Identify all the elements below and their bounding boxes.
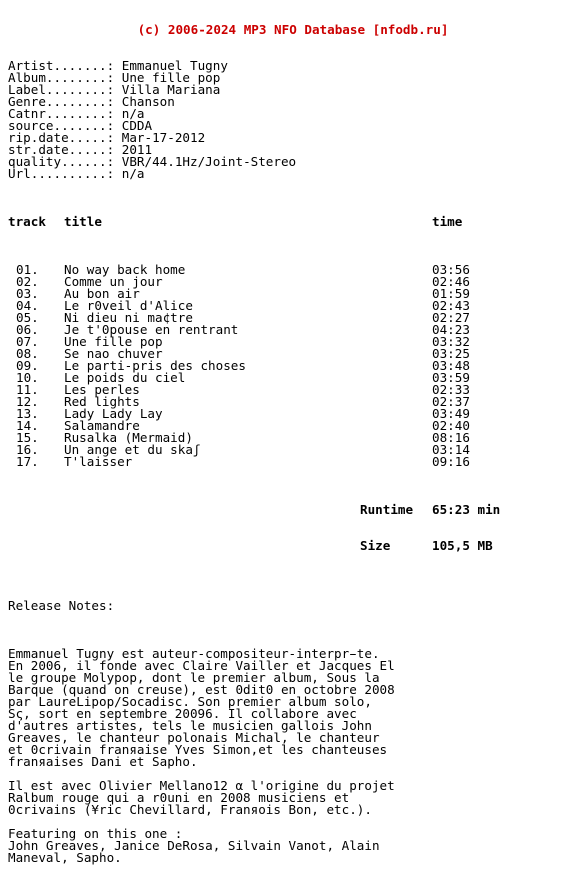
track-title: Au bon air: [64, 286, 140, 301]
info-field-value: Mar-17-2012: [121, 130, 206, 145]
track-number: 09.: [16, 358, 39, 373]
track-time: 02:27: [432, 310, 470, 325]
info-field-key: rip.date.....:: [8, 130, 115, 145]
info-field-value: CDDA: [121, 118, 153, 133]
track-title: Se nao chuver: [64, 346, 163, 361]
track-number: 16.: [16, 442, 39, 457]
track-time: 03:56: [432, 262, 470, 277]
tracklist: [8, 264, 578, 468]
track-title: Ni dieu ni ma¢tre: [64, 310, 193, 325]
info-field-key: Label........:: [8, 82, 115, 97]
size-label: Size: [360, 538, 391, 553]
release-notes-paragraph: Featuring on this one : John Greaves, Janice DeRosa, Silvain Vanot, Alain Maneval, Sapho.: [8, 826, 380, 865]
info-field-key: str.date.....:: [8, 142, 115, 157]
track-row: [8, 456, 578, 468]
track-number: 03.: [16, 286, 39, 301]
info-field-value: Une fille pop: [121, 70, 221, 85]
track-title: Une fille pop: [64, 334, 163, 349]
spacer: [8, 768, 578, 780]
runtime-label: Runtime: [360, 502, 414, 517]
track-time: 03:49: [432, 406, 470, 421]
track-time: 02:40: [432, 418, 470, 433]
info-field-key: quality......:: [8, 154, 115, 169]
runtime-value: 65:23 min: [432, 502, 501, 517]
track-number: 06.: [16, 322, 39, 337]
track-title: Salamandre: [64, 418, 140, 433]
track-title: Les perles: [64, 382, 140, 397]
track-title: Un ange et du skaʃ: [64, 442, 201, 457]
track-time: 09:16: [432, 454, 470, 469]
track-number: 17.: [16, 454, 39, 469]
track-time: 03:32: [432, 334, 470, 349]
track-time: 03:25: [432, 346, 470, 361]
info-field: [8, 168, 578, 180]
track-time: 02:46: [432, 274, 470, 289]
track-title: Rusalka (Mermaid): [64, 430, 193, 445]
track-number: 14.: [16, 418, 39, 433]
track-number: 05.: [16, 310, 39, 325]
track-title: Je t'0pouse en rentrant: [64, 322, 239, 337]
info-field-key: Genre........:: [8, 94, 115, 109]
track-title: Comme un jour: [64, 274, 163, 289]
track-time: 03:14: [432, 442, 470, 457]
info-field-value: Chanson: [121, 94, 175, 109]
track-number: 15.: [16, 430, 39, 445]
info-field-value: Villa Mariana: [121, 82, 221, 97]
spacer: [8, 816, 578, 828]
size-value: 105,5 MB: [432, 538, 493, 553]
track-title: Le parti-pris des choses: [64, 358, 246, 373]
info-field-value: 2011: [121, 142, 153, 157]
runtime-row: [8, 504, 578, 516]
tracklist-header: [8, 216, 578, 228]
track-time: 03:48: [432, 358, 470, 373]
track-title: No way back home: [64, 262, 186, 277]
track-time: 04:23: [432, 322, 470, 337]
track-number: 13.: [16, 406, 39, 421]
track-time: 02:43: [432, 298, 470, 313]
track-title: T'laisser: [64, 454, 133, 469]
time-column-header: time: [432, 214, 463, 229]
info-field-value: Emmanuel Tugny: [121, 58, 228, 73]
title-column-header: title: [64, 214, 102, 229]
track-time: 02:37: [432, 394, 470, 409]
track-time: 03:59: [432, 370, 470, 385]
track-number: 08.: [16, 346, 39, 361]
nfo-document: [8, 0, 578, 876]
track-number: 04.: [16, 298, 39, 313]
track-title: Le poids du ciel: [64, 370, 186, 385]
track-number: 12.: [16, 394, 39, 409]
info-field-key: Album........:: [8, 70, 115, 85]
info-field-value: n/a: [121, 106, 145, 121]
track-column-header: track: [8, 214, 46, 229]
info-field-value: VBR/44.1Hz/Joint-Stereo: [121, 154, 297, 169]
track-number: 11.: [16, 382, 39, 397]
track-title: Red lights: [64, 394, 140, 409]
track-time: 01:59: [432, 286, 470, 301]
track-number: 07.: [16, 334, 39, 349]
size-row: [8, 540, 578, 552]
info-field-value: n/a: [121, 166, 145, 181]
info-field-key: source.......:: [8, 118, 115, 133]
track-title: Le r0veil d'Alice: [64, 298, 193, 313]
release-notes-body: [8, 648, 578, 864]
track-number: 02.: [16, 274, 39, 289]
track-number: 01.: [16, 262, 39, 277]
nfodb-banner-link[interactable]: (c) 2006-2024 MP3 NFO Database [nfodb.ru]: [137, 22, 449, 37]
info-field-key: Url..........:: [8, 166, 115, 181]
info-field-key: Catnr........:: [8, 106, 115, 121]
release-notes-heading: Release Notes:: [8, 598, 115, 613]
release-notes-paragraph: Il est avec Olivier Mellano12 α l'origine du projet Ralbum rouge qui a r0uni en 2008 musiciens et 0crivains (¥ric Chevillard, Franяois Bon, etc.).: [8, 778, 395, 817]
track-title: Lady Lady Lay: [64, 406, 163, 421]
info-field-key: Artist.......:: [8, 58, 115, 73]
release-info-fields: [8, 60, 578, 180]
track-time: 02:33: [432, 382, 470, 397]
track-number: 10.: [16, 370, 39, 385]
track-time: 08:16: [432, 430, 470, 445]
release-notes-paragraph: Emmanuel Tugny est auteur-compositeur-interpr̵te. En 2006, il fonde avec Claire Vailler et Jacques El le groupe Molypop, dont le premier album, Sous la Barque (quand on creuse), est 0dit0 en octobre 2008 par LaureLipop/Socadisc. Son premier album solo, Sς, sort en septembre 20096. Il collabore avec d'autres artistes, tels le musicien gallois John Greaves, le chanteur polonais Michal, le chanteur et 0crivain franяaise Yves Simon,et les chanteuses franяaises Dani et Sapho.: [8, 646, 395, 769]
